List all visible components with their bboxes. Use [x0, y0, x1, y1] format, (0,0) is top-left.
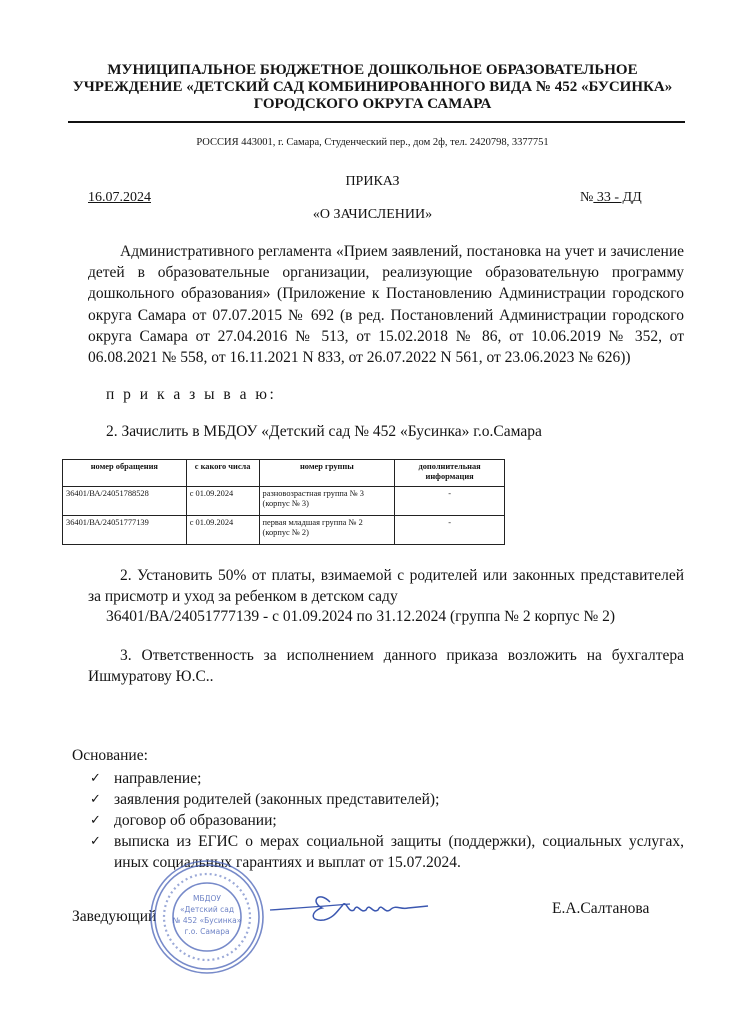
fee-detail-line: 36401/ВА/24051777139 - с 01.09.2024 по 31.12.2024 (группа № 2 корпус № 2)	[106, 608, 616, 625]
order-number-value: 33 - ДД	[593, 190, 642, 205]
header-divider	[68, 121, 685, 123]
organization-address: РОССИЯ 443001, г. Самара, Студенческий пер., дом 2ф, тел. 2420798, 3377751	[196, 137, 549, 148]
fee-paragraph: 2. Установить 50% от платы, взимаемой с родителей или законных представителей за присмотр и уход за ребенком в детском саду	[88, 567, 684, 606]
table-cell: первая младшая группа № 2 (корпус № 2)	[259, 516, 395, 545]
list-item: ✓ заявления родителей (законных представителей);	[90, 791, 440, 808]
list-item: ✓ направление;	[90, 770, 202, 787]
table-cell: -	[395, 487, 505, 516]
table-cell: с 01.09.2024	[186, 516, 259, 545]
signer-name: Е.А.Салтанова	[552, 900, 650, 917]
header-line-3: ГОРОДСКОГО ОКРУГА САМАРА	[253, 96, 492, 112]
enroll-item: 2. Зачислить в МБДОУ «Детский сад № 452 «Бусинка» г.о.Самара	[106, 423, 542, 440]
svg-text:г.о. Самара: г.о. Самара	[184, 927, 230, 936]
enrollment-table	[62, 459, 505, 545]
basis-label: Основание:	[72, 747, 148, 764]
check-icon: ✓	[90, 813, 101, 828]
table-cell: 36401/ВА/24051788528	[63, 487, 187, 516]
svg-text:№ 452 «Бусинка»: № 452 «Бусинка»	[172, 916, 242, 925]
table-header-cell: дополнительная информация	[395, 460, 505, 487]
organization-header	[60, 62, 685, 113]
table-row	[63, 516, 505, 545]
table-header-cell: с какого числа	[186, 460, 259, 487]
order-date: 16.07.2024	[88, 190, 151, 205]
regulation-paragraph: Административного регламента «Прием заявлений, постановка на учет и зачисление детей в образовательные организации, реализующие образовательную программу дошкольного образования» (Приложение к Постановлению Администрации городского округа Самара от 07.07.2015 № 692 (в ред. Постановлений Администрации городского округа Самара от 27.04.2016 № 513, от 15.02.2018 № 86, от 10.06.2019 № 352, от 06.08.2021 № 558, от 16.11.2021 N 833, от 26.07.2022 N 561, от 23.06.2023 № 626))	[88, 243, 684, 367]
table-row	[63, 487, 505, 516]
order-word: п р и к а з ы в а ю:	[106, 386, 277, 403]
table-header-cell: номер группы	[259, 460, 395, 487]
signer-title: Заведующий	[72, 908, 157, 925]
check-icon: ✓	[90, 792, 101, 807]
order-number	[580, 190, 642, 206]
header-line-2: УЧРЕЖДЕНИЕ «ДЕТСКИЙ САД КОМБИНИРОВАННОГО ВИДА № 452 «БУСИНКА»	[72, 79, 673, 95]
order-title: ПРИКАЗ	[345, 174, 400, 189]
order-subtitle: «О ЗАЧИСЛЕНИИ»	[312, 207, 433, 222]
table-header-cell: номер обращения	[63, 460, 187, 487]
table-header-row	[63, 460, 505, 487]
table-cell: с 01.09.2024	[186, 487, 259, 516]
order-number-prefix: №	[580, 190, 594, 205]
table-cell: 36401/ВА/24051777139	[63, 516, 187, 545]
svg-text:«Детский сад: «Детский сад	[179, 905, 235, 914]
list-item: ✓ договор об образовании;	[90, 812, 277, 829]
responsibility-paragraph: 3. Ответственность за исполнением данного приказа возложить на бухгалтера Ишмуратову Ю.С..	[88, 647, 684, 686]
official-stamp-icon	[148, 858, 266, 981]
table-cell: -	[395, 516, 505, 545]
signature-icon	[268, 880, 438, 933]
list-item: ✓ выписка из ЕГИС о мерах социальной защиты (поддержки), социальных услугах, иных социальных гарантиях и выплат от 15.07.2024.	[90, 833, 684, 871]
svg-text:МБДОУ: МБДОУ	[193, 894, 221, 903]
table-cell: разновозрастная группа № 3 (корпус № 3)	[259, 487, 395, 516]
check-icon: ✓	[90, 834, 101, 849]
check-icon: ✓	[90, 771, 101, 786]
header-line-1: МУНИЦИПАЛЬНОЕ БЮДЖЕТНОЕ ДОШКОЛЬНОЕ ОБРАЗОВАТЕЛЬНОЕ	[107, 62, 638, 78]
